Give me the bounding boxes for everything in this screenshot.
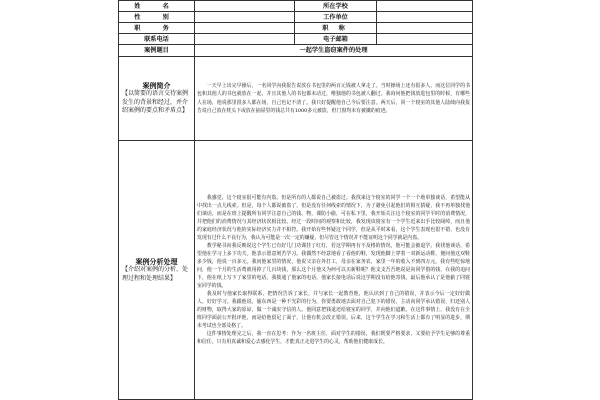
phone-label: 联系电话 [119, 34, 195, 45]
row-name [119, 1, 473, 12]
case-form-table [118, 0, 473, 400]
name-label: 姓 名 [119, 1, 195, 12]
intro-title: 案例简介 [142, 81, 171, 91]
analysis-content-cell[interactable] [195, 141, 473, 400]
school-field[interactable] [377, 1, 473, 12]
intro-text: 一天早上出完早操后，一名同学向我报告说放在书包里的两百元钱被人拿走了。当时操场上还有很多人，而这位同学的书包和其他人的书包就放在一起，并且其他人的书包都未动过，唯独他的书包被人翻过。我询问他把钱放进包里的时候，有哪些人在场，他说那里很多人都在场，自己也记不清了。我只好提醒他自己今后要注意。两天后，同一个寝室的其他人陆续向我报告说自己放在枕头下或放在抽屉里的钱总共有1000多元被盗，但门窗均未有被撬的痕迹。 [197, 83, 470, 114]
intro-header-cell [119, 57, 195, 141]
phone-field[interactable] [195, 34, 295, 45]
row-topic [119, 45, 473, 57]
position-label: 职 务 [119, 23, 195, 34]
row-position [119, 23, 473, 34]
workplace-label: 工作单位 [295, 12, 377, 23]
title-field[interactable] [377, 23, 473, 34]
intro-note: 【以简要的语言交待案例发生的背景和经过，并介绍案例的要点和矛盾点】 [122, 90, 189, 115]
intro-content-cell[interactable] [195, 57, 473, 141]
position-field[interactable] [195, 23, 295, 34]
workplace-field[interactable] [377, 12, 473, 23]
analysis-text [197, 194, 470, 347]
row-intro [119, 57, 473, 141]
analysis-paragraph: 这件事情处理完之后，我一直在思考：作为一名班主任，面对学生的错误，我们既要严格要求，又要给予学生足够的尊重和信任。只有用真诚和爱心去感化学生，才能真正走进学生的心灵，帮助他们健康成长。 [197, 331, 470, 346]
analysis-note: 【介绍对案例的分析、处理过程和处理结果】 [122, 266, 189, 282]
analysis-paragraph: 我感觉，这个寝室很可能有内盗。但是所有的人都说自己被盗过。我找来这个寝室的同学一个一个地单独谈话，希望能从中找出一点儿线索。但是，每个人都说被盗了，但是没有任何线索的情况下，为了避免引起他们的相互猜疑，我不再单独找他们谈话，而是在班上提醒所有同学注意自己的钱、物，课防小偷，可在私下里，我开始关注这个寝室的同学平时的消费情况，并把他们的消费情况与其经济状况相比较。经过一段时间的观察和比较，我发现该寝室有一个学生近来出手比较阔绰，而且他的家庭经济状况与他的实际经济实力并不相符。我开始有些怀疑这个同学，但是从平时来看，这个学生表现也很不错，也没有发现有过什么不良行为，我认为可能是一次一定的嫌疑，但尽管这个情况并不能证明这个同学就是内盗。 [197, 194, 470, 241]
row-contact [119, 34, 473, 45]
topic-label: 案例题目 [119, 45, 195, 57]
analysis-header-cell [119, 141, 195, 400]
row-gender [119, 12, 473, 23]
email-field[interactable] [377, 34, 473, 45]
topic-value[interactable]: 一起学生盗窃案件的处理 [195, 45, 473, 57]
gender-field[interactable] [195, 12, 295, 23]
gender-label: 性 别 [119, 12, 195, 23]
name-field[interactable] [195, 1, 295, 12]
analysis-title: 案例分析处理 [135, 257, 178, 267]
email-label: 电子邮箱 [295, 34, 377, 45]
analysis-paragraph: 教学秘书向我反映说这个学生已有好几门功课挂了红灯，若这学期再有不及格的情况，他可能会被退学。我找他谈话，希望他在学习上多下功夫。他表示愿意刻苦学习。我偶然不经意地看了看他的鞋，发现他脚上穿着一双新运动鞋，便问他这双鞋多少钱，他说一百多元。我问他家里的情况，他说父亲在外打工，母亲在家务农，家里一年的收入不到四万元。我有些吃惊地问，他一个月的生活费就用掉了几百块钱，那么这个月他又为何可以买新鞋呢？他支支吾吾地说是向同学借的钱，在我的追问下，他在纸上写下了家里的电话。我拨通了他家的电话，他家长接电话后说这学期没有给他寄钱，最后他承认了是他偷了同寝室同学的钱。 [197, 242, 470, 290]
row-analysis [119, 141, 473, 400]
school-label: 所在学校 [295, 1, 377, 12]
title-label: 职 称 [295, 23, 377, 34]
analysis-paragraph: 我及时与他家长取得联系，把情况告诉了家长，并与家长一起教育他，他认识到了自己的错误，并表示今后一定好好做人、好好学习。我跟他说，偷东西是一种不光彩的行为，你要勇敢地去面对自己犯下的错误，主动向同学承认错误，归还别人的财物，取得大家的原谅，做一个诚实守信的人。他同意把钱退还给寝室的同学，并向他们道歉。在这件事情上，我没有在全班同学面前公开批评他，而是给他留足了面子，让他有机会改正错误。后来，这个学生在学习和生活上都有了明显的进步，期末考试也全部及格了。 [197, 291, 470, 330]
